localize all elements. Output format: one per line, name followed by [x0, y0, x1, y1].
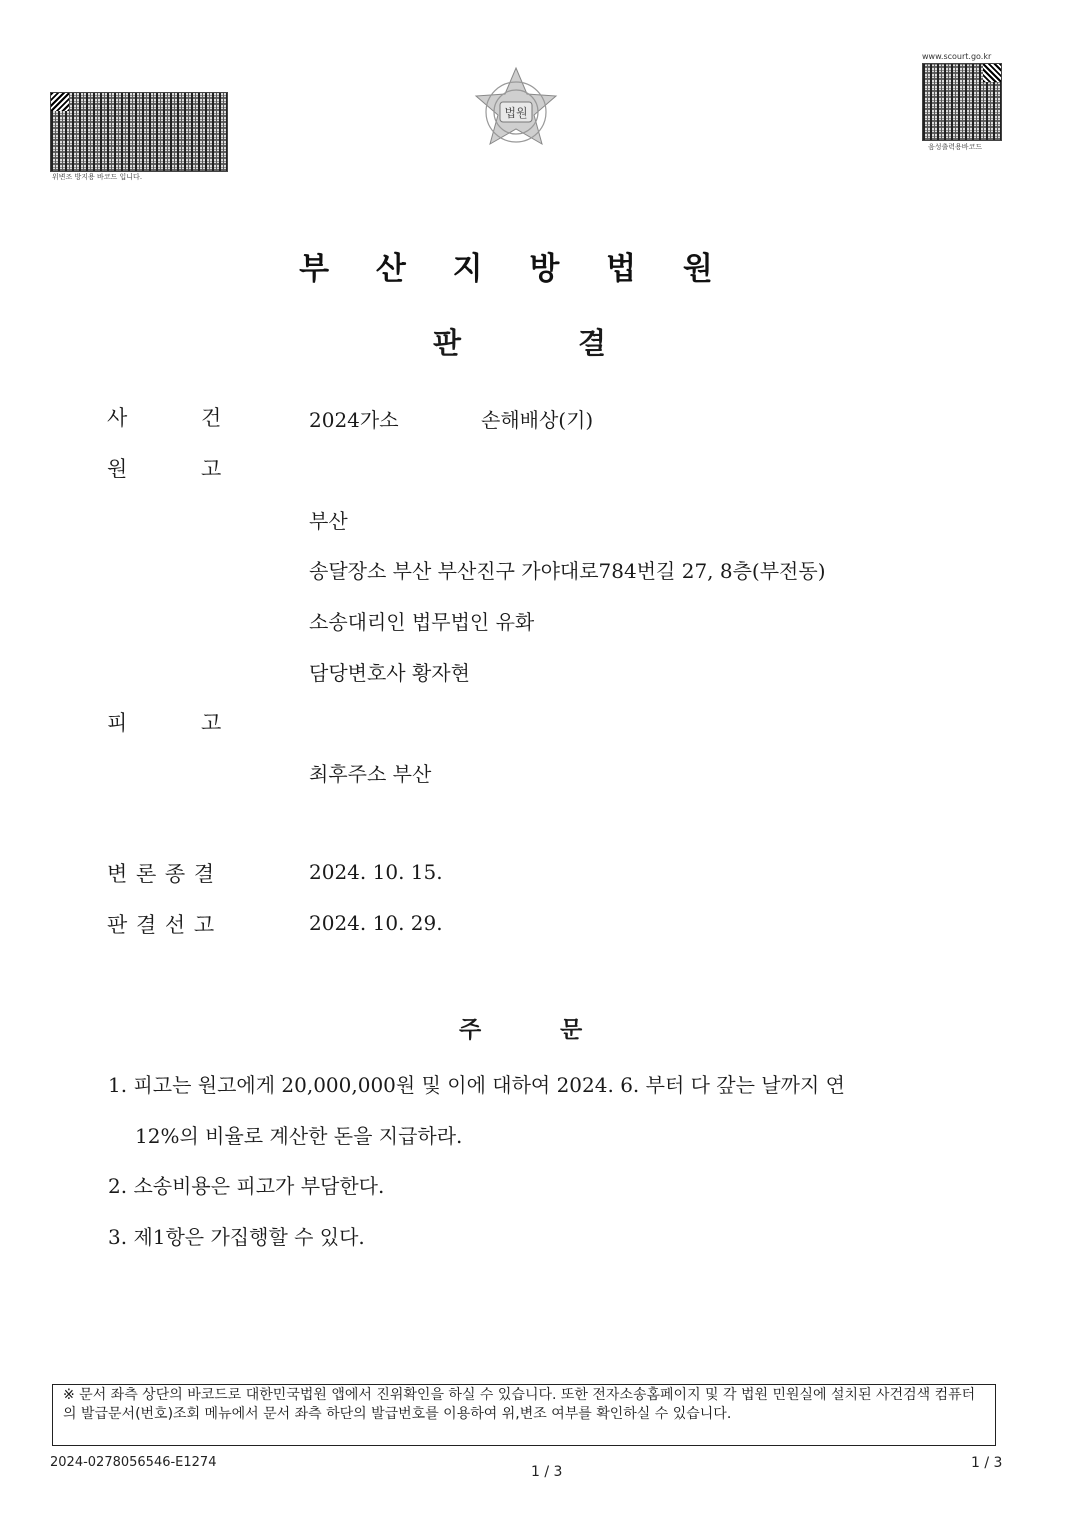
plaintiff-attorney: 소송대리인 법무법인 유화 — [309, 610, 535, 634]
ruling-label: 판 결 선 고 — [107, 913, 216, 937]
page-number-center: 1 / 3 — [531, 1464, 563, 1480]
court-seal-icon — [466, 64, 566, 164]
plaintiff-lawyer: 담당변호사 황자현 — [309, 661, 470, 685]
seal-text: 법원 — [504, 106, 528, 120]
defendant-label-1: 피 — [107, 711, 128, 735]
plaintiff-delivery-address: 송달장소 부산 부산진구 가야대로784번길 27, 8층(부전동) — [309, 559, 826, 583]
doc-type-char-2: 결 — [578, 326, 607, 360]
issue-number: 2024-0278056546-E1274 — [50, 1455, 217, 1470]
closing-date: 2024. 10. 15. — [309, 860, 443, 884]
ruling-date: 2024. 10. 29. — [309, 911, 443, 935]
order-item-1: 1. 피고는 원고에게 20,000,000원 및 이에 대하여 2024. 6. 부터 다 갚는 날까지 연 — [108, 1073, 845, 1097]
court-name: 부 산 지 방 법 원 — [299, 251, 731, 287]
case-number: 2024가소 — [309, 408, 399, 432]
order-item-2: 2. 소송비용은 피고가 부담한다. — [108, 1174, 385, 1198]
case-label-1: 사 — [107, 406, 128, 430]
defendant-last-address: 최후주소 부산 — [309, 762, 432, 786]
order-item-1-continued: 12%의 비율로 계산한 돈을 지급하라. — [135, 1124, 463, 1148]
case-label-2: 건 — [201, 406, 222, 430]
order-item-3: 3. 제1항은 가집행할 수 있다. — [108, 1225, 365, 1249]
plaintiff-label-2: 고 — [201, 457, 222, 481]
voice-output-barcode — [922, 63, 1002, 141]
plaintiff-label-1: 원 — [107, 457, 128, 481]
plaintiff-address: 부산 — [309, 509, 348, 533]
site-url: www.scourt.go.kr — [922, 52, 992, 61]
order-title-char-1: 주 — [459, 1016, 482, 1043]
case-title: 손해배상(기) — [481, 408, 594, 432]
voice-output-barcode-caption: 음성출력용바코드 — [928, 143, 983, 151]
page-number-right: 1 / 3 — [971, 1455, 1003, 1471]
closing-label: 변 론 종 결 — [107, 862, 216, 886]
anti-forgery-barcode-caption: 위변조 방지용 바코드 입니다. — [52, 173, 143, 181]
doc-type-char-1: 판 — [433, 326, 462, 360]
defendant-label-2: 고 — [201, 711, 222, 735]
verification-notice: ※ 문서 좌측 상단의 바코드로 대한민국법원 앱에서 진위확인을 하실 수 있습니다. 또한 전자소송홈페이지 및 각 법원 민원실에 설치된 사건검색 컴퓨터의 발급문서(번호)조회 메뉴에서 문서 좌측 하단의 발급번호를 이용하여 위,변조 여부를 확인하실 수 있습니다. — [52, 1384, 996, 1446]
anti-forgery-barcode — [50, 92, 228, 172]
order-title-char-2: 문 — [560, 1016, 583, 1043]
